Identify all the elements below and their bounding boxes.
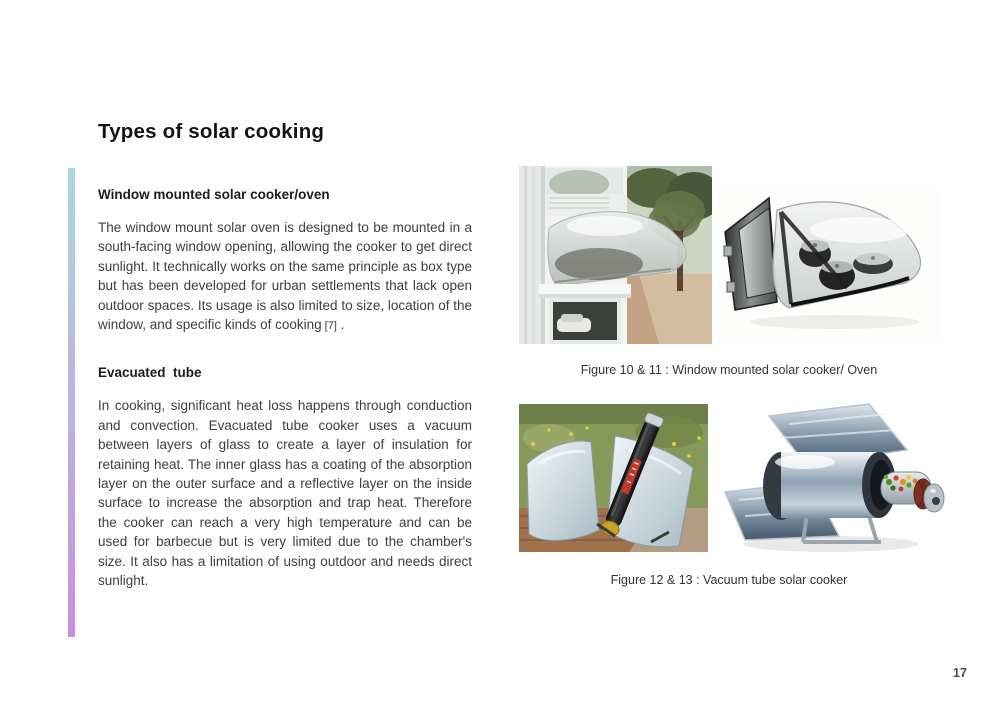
window-solar-oven-open-lid-photo [715,190,938,342]
section-heading-evacuated-tube: Evacuated tube [98,365,202,381]
vacuum-tube-solar-cooker-outdoor-photo [519,404,708,552]
page-number: 17 [953,666,967,680]
section-heading-window-mounted: Window mounted solar cooker/oven [98,187,330,202]
body-text: The window mount solar oven is designed to be mounted in a south-facing window opening, allowing the cooker to get direct sunlight. It technically works on the same principle as box type but has been developed for urban settlements that lack open outdoor spaces. Its usage is also limited to size, location of the window, and specific kinds of cooking [98,220,472,333]
figure-caption-12-13: Figure 12 & 13 : Vacuum tube solar cooker [610,572,848,587]
text-column [98,186,472,591]
page-title: Types of solar cooking [98,119,325,143]
citation-suffix: . [336,317,345,333]
section-body-window-mounted [98,218,472,336]
citation-marker: [7] [324,319,337,332]
window-mounted-solar-cooker-photo [519,166,712,344]
figure-caption-10-11: Figure 10 & 11 : Window mounted solar cooker/ Oven [580,362,878,377]
vacuum-tube-solar-cooker-render [719,398,948,558]
section-body-evacuated-tube: In cooking, significant heat loss happens through conduction and convection. Evacuated tube cooker uses a vacuum between layers of glass to create a layer of insulation for retaining heat. The inner glass has a coating of the absorption layer on the outer surface and a reflective layer on the inside surface to increase the absorption and trap heat. Therefore the cooker can reach a very high temperature and can be used for barbecue but is very limited due to the chamber's size. It also has a limitation of using outdoor and needs direct sunlight. [98,398,472,589]
accent-gradient-bar [68,168,75,637]
